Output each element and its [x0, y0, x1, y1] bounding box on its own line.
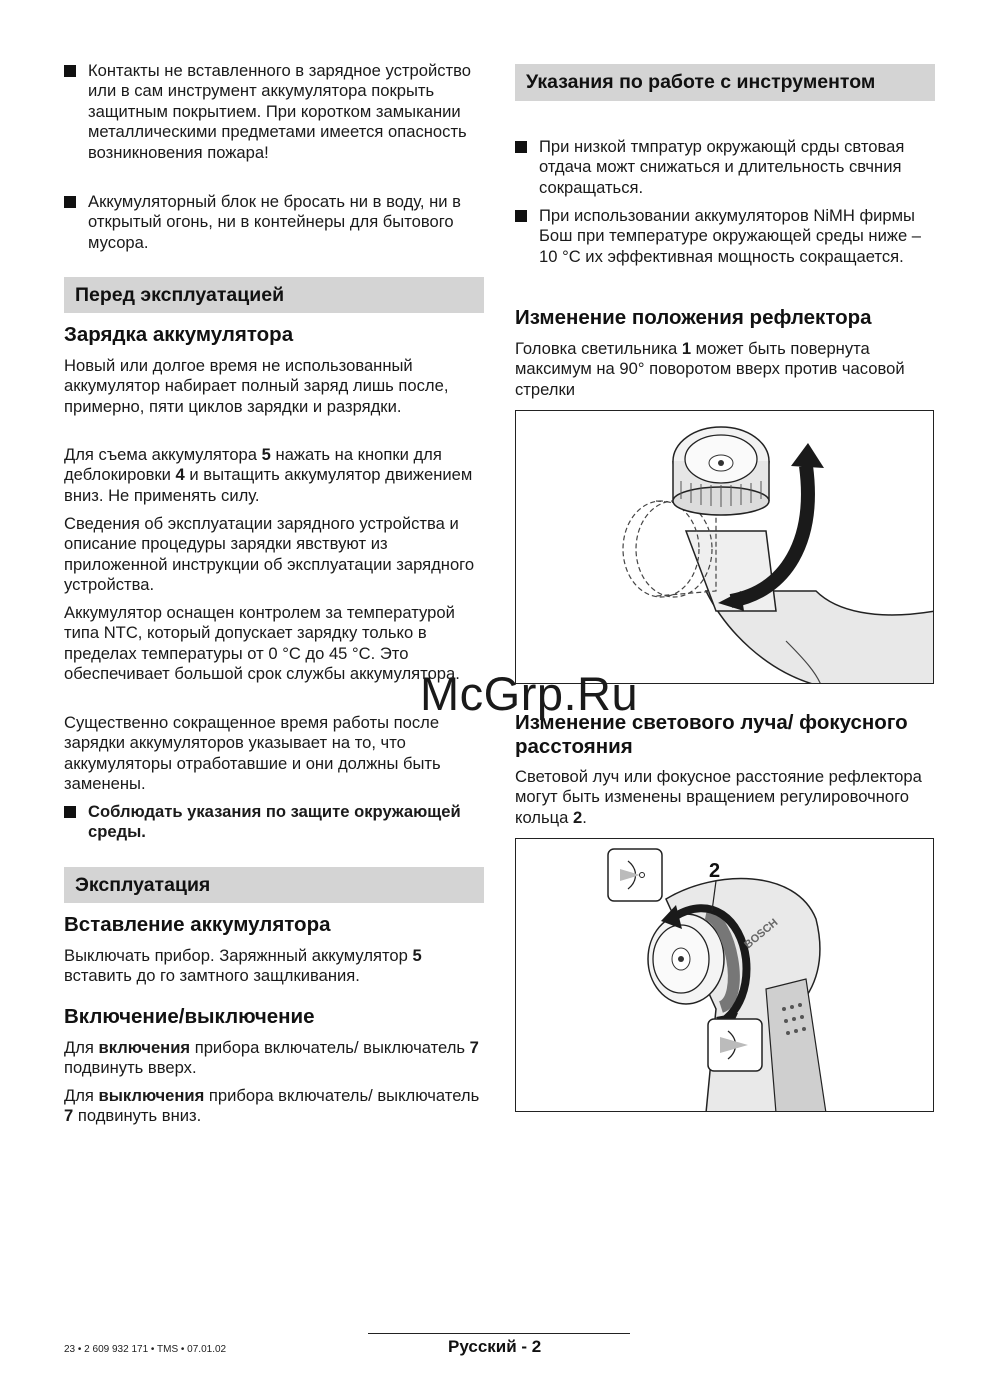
charging-paragraph-3: Сведения об эксплуатации зарядного устройства и описание процедуры зарядки явствуют из приложенной инструкции об эксплуатации зарядного устройства.: [64, 514, 475, 595]
on-paragraph: Для включения прибора включатель/ выключатель 7 подвинуть вверх.: [64, 1038, 479, 1078]
heading-insert-battery: Вставление аккумулятора: [64, 913, 331, 936]
heading-beam: Изменение светового луча/ фокусного расстояния: [515, 711, 908, 758]
list-item-environment: [64, 802, 484, 843]
insert-paragraph: Выключать прибор. Заряжнный аккумулятор 5 вставить до го замтного защлкивания.: [64, 946, 422, 986]
list-item: [515, 137, 935, 198]
lamp-illustration: [516, 411, 934, 684]
footer-page-label: Русский - 2: [448, 1337, 542, 1356]
brand-label: BOSCH: [742, 916, 781, 952]
footer-divider: [368, 1333, 630, 1334]
figure-reflector-rotation: [515, 410, 934, 684]
bullet-text: При использовании аккумуляторов NiMH фирмы Бош при температуре окружающей среды ниже –10 °C их эффективная мощность сокращается.: [539, 206, 922, 266]
footer-doc-code: 23 • 2 609 932 171 • TMS • 07.01.02: [64, 1344, 227, 1355]
bullet-text: При низкой тмпратур окружающй срды свтовая отдача можт снижаться и длительность свчния сокращаться.: [539, 137, 905, 197]
charging-paragraph-5: Существенно сокращенное время работы после зарядки аккумуляторов указывает на то, что аккумуляторы отработавшие и они должны быть заменены.: [64, 713, 441, 794]
lamp-focus-illustration: [516, 839, 934, 1112]
callout-number-2: 2: [709, 860, 721, 882]
list-item: [64, 61, 484, 163]
heading-charging: Зарядка аккумулятора: [64, 323, 294, 346]
heading-reflector: Изменение положения рефлектора: [515, 306, 872, 329]
figure-focus-ring: [515, 838, 934, 1112]
section-banner-tool-notes: Указания по работе с инструментом: [515, 64, 935, 101]
off-paragraph: Для выключения прибора включатель/ выключатель 7 подвинуть вниз.: [64, 1086, 480, 1126]
bullet-text: Контакты не вставленного в зарядное устройство или в сам инструмент аккумулятора покрыть защитным покрытием. При коротком замыкании металлическими предметами имеется опасность возникновения пожара!: [88, 61, 471, 162]
bullet-text: Соблюдать указания по защите окружающей среды.: [88, 802, 461, 842]
section-banner-before-use: Перед эксплуатацией: [64, 277, 484, 313]
charging-paragraph-2: Для съема аккумулятора 5 нажать на кнопки для деблокировки 4 и вытащить аккумулятор движением вниз. Не применять силу.: [64, 445, 473, 505]
reflector-paragraph: Головка светильника 1 может быть повернута максимум на 90° поворотом вверх против часовой стрелки: [515, 339, 905, 399]
watermark: McGrp.Ru: [420, 667, 639, 720]
bullet-text: Аккумуляторный блок не бросать ни в воду, ни в открытый огонь, ни в контейнеры для бытового мусора.: [88, 192, 461, 252]
charging-paragraph-1: Новый или долгое время не использованный аккумулятор набирает полный заряд лишь после, примерно, пяти циклов зарядки и разрядки.: [64, 356, 449, 416]
beam-paragraph: Световой луч или фокусное расстояние рефлектора могут быть изменены вращением регулировочного кольца 2.: [515, 767, 922, 827]
charging-paragraph-4: Аккумулятор оснащен контролем за температурой типа NTC, который допускает зарядку только в пределах температуры от 0 °C до 45 °C. Это обеспечивает большой срок службы аккумулятора.: [64, 603, 460, 684]
list-item: [515, 206, 935, 267]
heading-on-off: Включение/выключение: [64, 1005, 315, 1028]
section-banner-operation: Эксплуатация: [64, 867, 484, 903]
list-item: [64, 192, 484, 253]
